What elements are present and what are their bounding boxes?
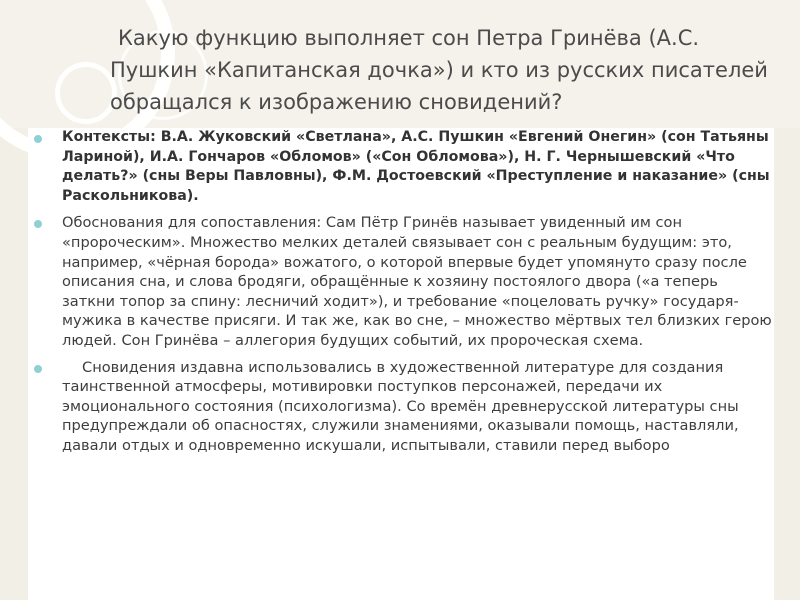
bullet-text: Сновидения издавна использовались в художественной литературе для создания таинственной атмосферы, мотивировки поступков персонажей, передачи их эмоционального состояния (психологизма). Со времён древнерусской литературы сны предупреждали об опасностях, служили знамениями, оказывали помощь, наставляли, давали отдых и одновременно искушали, испытывали, ставили перед выборо xyxy=(62,358,739,454)
bullet-dot-icon xyxy=(34,135,42,143)
bullet-list xyxy=(34,128,774,463)
bullet-text: Контексты: В.А. Жуковский «Светлана», А.С. Пушкин «Евгений Онегин» (сон Татьяны Лариной), И.А. Гончаров «Обломов» («Сон Обломова»), Н. Г. Чернышевский «Что делать?» (сны Веры Павловны), Ф.М. Достоевский «Преступление и наказание» (сны Раскольникова). xyxy=(62,129,770,204)
bullet-dot-icon xyxy=(34,365,42,373)
bullet-text: Обоснования для сопоставления: Сам Пётр Гринёв называет увиденный им сон «пророческим». Множество мелких деталей связывает сон с реальным будущим: это, например, «чёрная борода» вожатого, о которой впервые будет упомянуто сразу после описания сна, и слова бродяги, обращённые к хозяину постоялого двора («а теперь заткни топор за спину: лесничий ходит»), и требование «поцеловать ручку» государя-мужика в качестве присяги. И так же, как во сне, – множество мёртвых тел близких герою людей. Сон Гринёва – аллегория будущих событий, их пророческая схема. xyxy=(62,214,772,349)
bullet-contexts xyxy=(34,128,774,206)
bullet-reasoning xyxy=(34,213,774,350)
slide-title-text: Какую функцию выполняет сон Петра Гринёва (А.С. Пушкин «Капитанская дочка») и кто из русских писателей обращался к изображению сновидений? xyxy=(110,26,768,114)
bullet-dot-icon xyxy=(34,220,42,228)
slide-title xyxy=(110,22,770,118)
decorative-ring-small xyxy=(55,62,117,124)
bullet-dreams xyxy=(34,358,774,456)
